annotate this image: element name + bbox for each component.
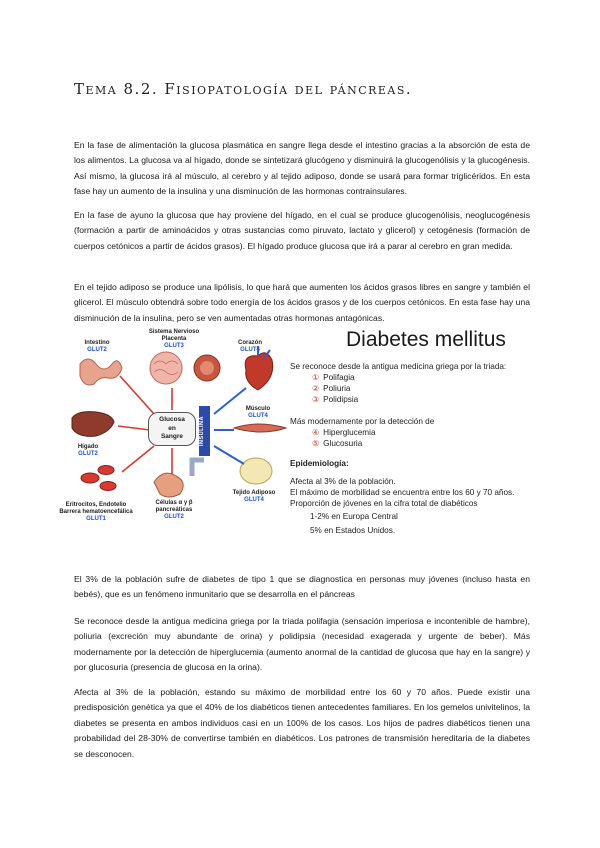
label-higado-text: Hígado (77, 444, 99, 450)
label-corazon-glut: GLUT4 (240, 347, 260, 353)
triad-item-3 (312, 395, 358, 404)
liver-illustration (72, 412, 114, 437)
triad-text-2: Poliuria (323, 384, 351, 393)
label-celulas-pancreaticas (144, 500, 204, 521)
intestine-illustration (80, 359, 122, 385)
label-higado-glut: GLUT2 (78, 451, 98, 457)
label-eritro-glut: GLUT1 (86, 516, 106, 522)
insulina-bar: INSULINA (199, 406, 210, 456)
label-musculo (238, 406, 278, 420)
label-tejido-glut: GLUT4 (244, 497, 264, 503)
label-tejido-adiposo (224, 490, 284, 504)
label-sistema-text: Sistema Nervioso (148, 329, 200, 335)
label-eritro2-text: Barrera hematoencefálica (59, 509, 133, 515)
pancreas-illustration (154, 473, 183, 497)
glucosa-en-sangre-box (148, 412, 196, 446)
erythrocyte-illustration-1 (81, 473, 99, 483)
erythrocyte-illustration-3 (100, 482, 116, 491)
label-placenta-text: Placenta (161, 336, 187, 342)
label-celulas1-text: Células α y β (155, 500, 193, 506)
center-line-2: en (168, 425, 176, 432)
triad-number-3: ③ (312, 395, 320, 404)
brain-illustration (150, 352, 182, 384)
label-tejido-text: Tejido Adiposo (232, 490, 276, 496)
paragraph-tejido-adiposo: En el tejido adiposo se produce una lipólisis, lo que hará que aumenten los ácidos grasos libres en sangre y también el glicerol. El músculo obtendrá sobre todo energía de los ácidos grasos y de los cuerpos cetónicos. En esta fase hay una disminución de la insulina, pero se ven aumentadas otras hormonas antagónicas. (74, 281, 530, 323)
glucose-distribution-diagram (59, 326, 308, 551)
panel-intro: Se reconoce desde la antigua medicina griega por la triada: (290, 362, 507, 371)
modern-item-5 (312, 439, 362, 448)
epi-line-5: 5% en Estados Unidos. (310, 526, 396, 535)
paragraph-fase-ayuno: En la fase de ayuno la glucosa que hay proviene del hígado, en el cual se produce glucogenólisis, neoglucogénesis (formación a partir de aminoácidos y otras sustancias como piruvato, lactato y glicerol) y cetogénesis (formación de cuerpos cetónicos a partir de ácidos grasos). El hígado produce glucosa que irá a parar al cerebro en gran medida. (74, 209, 530, 251)
diabetes-mellitus-panel (290, 326, 550, 556)
heart-illustration (245, 353, 273, 390)
paragraph-diabetes-tipo-1: El 3% de la población sufre de diabetes de tipo 1 que se diagnostica en personas muy jóvenes (incluso hasta en bebés), que es un fenómeno inmunitario que se desarrolla en el páncreas (74, 573, 530, 600)
panel-modern: Más modernamente por la detección de (290, 417, 435, 426)
modern-number-5: ⑤ (312, 439, 320, 448)
label-intestino-glut: GLUT2 (87, 347, 107, 353)
label-eritrocitos (36, 502, 156, 523)
label-higado (68, 444, 108, 458)
erythrocyte-illustration-2 (98, 466, 114, 475)
label-musculo-text: Músculo (245, 406, 271, 412)
modern-text-4: Hiperglucemia (323, 428, 376, 437)
modern-number-4: ④ (312, 428, 320, 437)
label-corazon (230, 340, 270, 354)
label-corazon-text: Corazón (238, 340, 262, 346)
label-sistema-nervioso (134, 329, 214, 350)
label-celulas2-text: pancreáticas (155, 507, 193, 513)
label-sistema-glut: GLUT3 (164, 343, 184, 349)
label-celulas-glut: GLUT2 (164, 514, 184, 520)
triad-number-2: ② (312, 384, 320, 393)
paragraph-epidemiologia: Afecta al 3% de la población, estando su máximo de morbilidad entre los 60 y 70 años. Puede existir una predisposición genética ya que el 40% de los diabéticos tienen antecedentes familiares. En los gemelos univitelinos, la diabetes se presenta en ambos individuos casi en un 100% de los casos. Los hijos de padres diabéticos tienen una probabilidad del 28-30% de convertirse también en diabéticos. Los patrones de transmisión hereditaria de la diabetes se desconocen. (74, 686, 530, 759)
label-eritro1-text: Eritrocitos, Endotelio (65, 502, 127, 508)
panel-title: Diabetes mellitus (346, 328, 506, 351)
center-line-1: Glucosa (159, 416, 185, 423)
epi-title: Epidemiología: (290, 459, 349, 468)
paragraph-triada: Se reconoce desde la antigua medicina griega por la triada polifagia (sensación imperiosa e incontenible de hambre), poliuria (excreción muy abundante de orina) y polidipsia (necesidad exagerada y urgente de beber). Más modernamente por la detección de hiperglucemia (aumento anormal de la cantidad de glucosa que hay en la sangre) y por glucosuria (presencia de glucosa en la orina). (74, 615, 530, 673)
epi-line-4: 1-2% en Europa Central (310, 512, 398, 521)
epi-line-3: Proporción de jóvenes en la cifra total de diabéticos (290, 499, 478, 508)
triad-text-3: Polidipsia (323, 395, 359, 404)
triad-item-2 (312, 384, 350, 393)
triad-item-1 (312, 373, 355, 382)
label-intestino-text: Intestino (84, 340, 110, 346)
triad-number-1: ① (312, 373, 320, 382)
triad-text-1: Polifagia (323, 373, 355, 382)
label-musculo-glut: GLUT4 (248, 413, 268, 419)
modern-item-4 (312, 428, 376, 437)
page-title: Tema 8.2. Fisiopatología del páncreas. (74, 80, 413, 98)
modern-text-5: Glucosuria (323, 439, 363, 448)
adipose-tissue-illustration (240, 458, 272, 484)
label-intestino (72, 340, 122, 354)
muscle-illustration (234, 424, 286, 432)
epi-line-1: Afecta al 3% de la población. (290, 477, 396, 486)
epi-line-2: El máximo de morbilidad se encuentra entre los 60 y 70 años. (290, 488, 515, 497)
center-line-3: Sangre (160, 433, 184, 440)
paragraph-fase-alimentacion: En la fase de alimentación la glucosa plasmática en sangre llega desde el intestino gracias a la absorción de esta de los alimentos. La glucosa va al hígado, donde se sintetizará glucógeno y disminuirá la glucogenólisis y la glucogénesis. Así mismo, la glucosa irá al músculo, al cerebro y al tejido adiposo, donde se usará para formar triglicéridos. En esta fase hay un aumento de la insulina y una disminución de las hormonas contrainsulares. (74, 139, 530, 197)
